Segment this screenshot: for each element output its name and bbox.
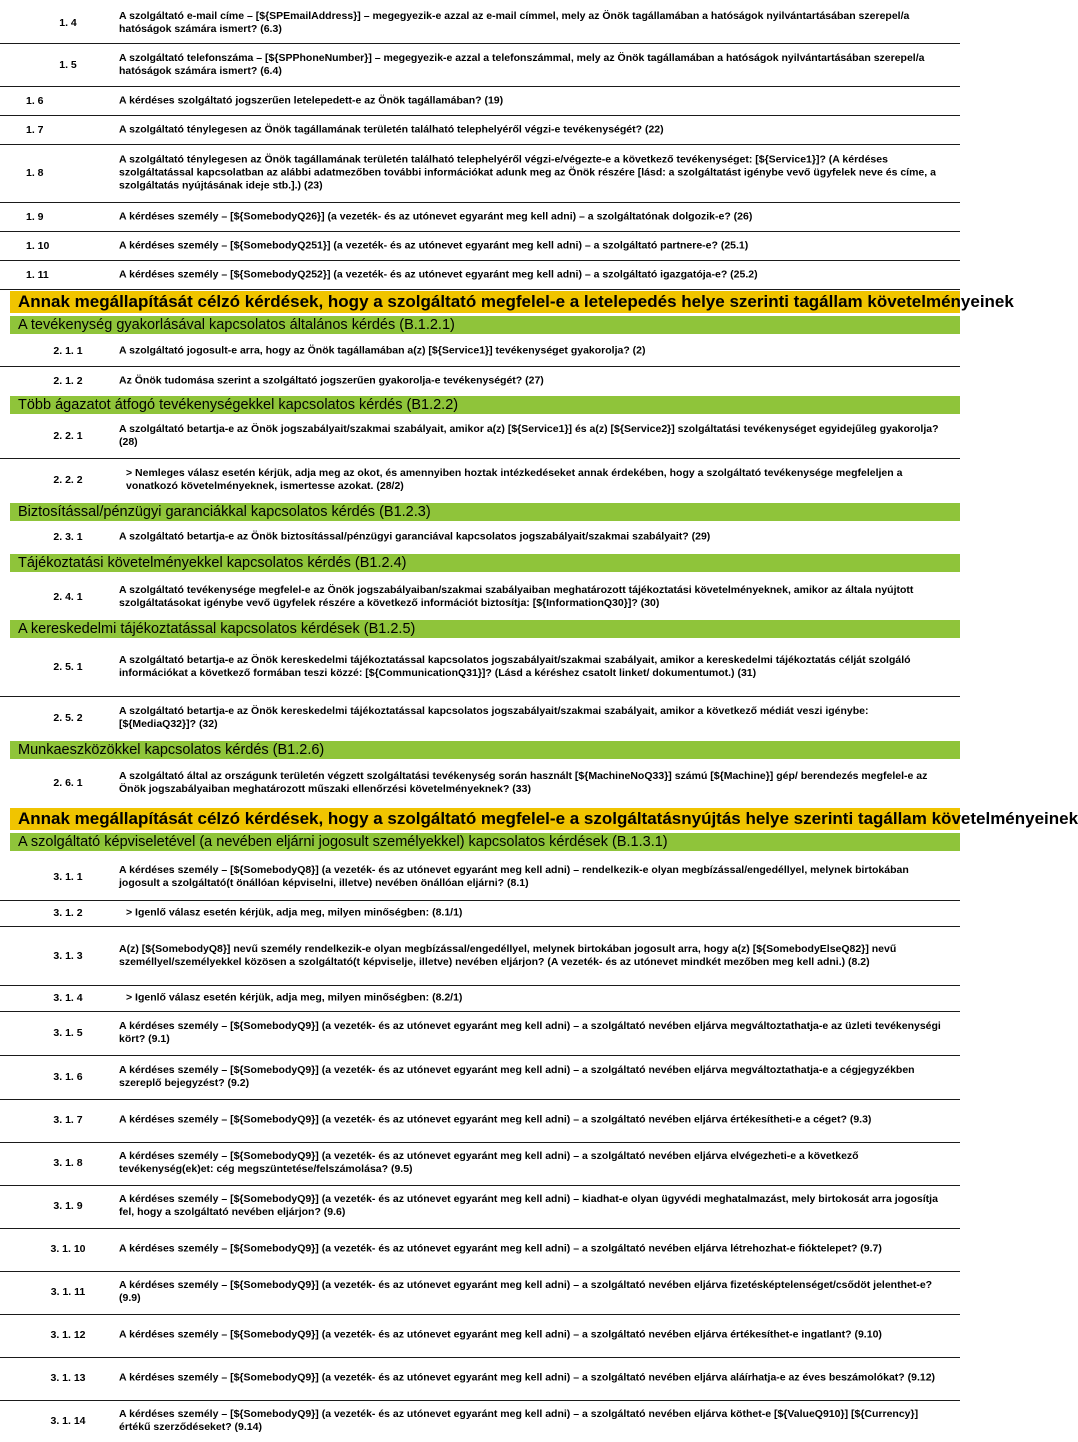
question-text: A kérdéses személy – [${SomebodyQ9}] (a vezeték- és az utónevet egyaránt meg kell adni) – a szolgáltató nevében eljárva köthet-e [${ValueQ910}] [${Currency}] értékű szerződéseket? (9.14) [119, 1408, 919, 1433]
question-row [0, 46, 960, 84]
question-number: 1. 7 [26, 124, 44, 136]
question-number: 2. 2. 2 [53, 474, 83, 486]
question-number: 3. 1. 2 [53, 907, 83, 919]
section-header: Annak megállapítását célzó kérdések, hogy a szolgáltató megfelel-e a szolgáltatásnyújtás helye szerinti tagállam követelményeinek [10, 808, 960, 830]
question-text: > Igenlő válasz esetén kérjük, adja meg, milyen minőségben: (8.1/1) [126, 906, 463, 919]
divider [0, 86, 960, 87]
question-text: A szolgáltató betartja-e az Önök jogszabályait/szakmai szabályait, amikor a(z) [${Service1}] és a(z) [${Service2}] szolgáltatási tevékenységet egyidejűleg gyakorolja? (28) [119, 423, 939, 448]
question-text: A szolgáltató e-mail címe – [${SPEmailAddress}] – megegyezik-e azzal az e-mail címmel, mely az Önök tagállamában a hatóságok nyilvántartásában szerepel/a hatóságok számára ismert? (6.3) [119, 10, 910, 35]
question-row [0, 902, 960, 924]
question-text: A kérdéses személy – [${SomebodyQ9}] (a vezeték- és az utónevet egyaránt meg kell adni) – a szolgáltató nevében eljárva értékesítheti-e a céget? (9.3) [119, 1113, 872, 1126]
section-header: Annak megállapítását célzó kérdések, hogy a szolgáltató megfelel-e a letelepedés helye szerinti tagállam követelményeinek [10, 291, 960, 313]
question-text: A szolgáltató ténylegesen az Önök tagállamának területén található telephelyéről végzi-e/végezte-e a következő tevékenységet: [${Service1}]? (A kérdéses szolgáltatással kapcsolatban az alábbi adatmezőben további információkat adunk meg az Önök részére [lásd: a szolgáltatást igénybe vevő ügyfelek neve és címe, a szolgáltatás nyújtásának ideje stb.].) (23) [119, 153, 936, 192]
divider [0, 231, 960, 232]
question-row [0, 1143, 960, 1183]
divider [0, 144, 960, 145]
divider [0, 1011, 960, 1012]
divider [0, 985, 960, 986]
question-row [0, 1013, 960, 1053]
question-number: 1. 6 [26, 95, 44, 107]
subsection-header: A kereskedelmi tájékoztatással kapcsolatos kérdések (B1.2.5) [10, 620, 960, 638]
question-number: 3. 1. 9 [53, 1200, 83, 1212]
question-number: 3. 1. 5 [53, 1027, 83, 1039]
question-text: A szolgáltató tevékenysége megfelel-e az Önök jogszabályaiban/szakmai szabályaiban meghatározott tájékoztatási követelményeknek, amikor az általa nyújtott szolgáltatásokat igénybe vevő ügyfelek részére a következő információt biztosítja: [${InformationQ30}]? (30) [119, 584, 914, 609]
question-row [0, 856, 960, 898]
question-row [0, 1401, 960, 1441]
question-number: 1. 5 [59, 59, 77, 71]
question-row [0, 1229, 960, 1269]
question-text: A szolgáltató ténylegesen az Önök tagállamának területén található telephelyéről végzi-e tevékenységét? (22) [119, 123, 664, 136]
question-text: A kérdéses személy – [${SomebodyQ9}] (a vezeték- és az utónevet egyaránt meg kell adni) – a szolgáltató nevében eljárva megváltoztathatja-e az üzleti tevékenységi kört? (9.1) [119, 1020, 941, 1045]
divider [0, 458, 960, 459]
question-number: 3. 1. 7 [53, 1114, 83, 1126]
question-number: 3. 1. 1 [53, 871, 83, 883]
divider [0, 366, 960, 367]
question-row [0, 1315, 960, 1355]
question-number: 3. 1. 8 [53, 1157, 83, 1169]
question-text: A kérdéses személy – [${SomebodyQ9}] (a vezeték- és az utónevet egyaránt meg kell adni) – a szolgáltató nevében eljárva értékesíthet-e ingatlant? (9.10) [119, 1328, 882, 1341]
question-row [0, 762, 960, 804]
question-row [0, 417, 960, 455]
question-number: 3. 1. 11 [50, 1286, 86, 1298]
subsection-header: Biztosítással/pénzügyi garanciákkal kapcsolatos kérdés (B1.2.3) [10, 503, 960, 521]
question-number: 3. 1. 14 [50, 1415, 86, 1427]
divider [0, 115, 960, 116]
question-text: A kérdéses személy – [${SomebodyQ9}] (a vezeték- és az utónevet egyaránt meg kell adni) – a szolgáltató nevében eljárva aláírhatja-e az éves beszámolókat? (9.12) [119, 1371, 936, 1384]
question-number: 3. 1. 13 [50, 1372, 86, 1384]
divider [0, 900, 960, 901]
question-row [0, 147, 960, 199]
question-text: > Igenlő válasz esetén kérjük, adja meg, milyen minőségben: (8.2/1) [126, 991, 463, 1004]
question-row [0, 368, 960, 394]
question-number: 2. 4. 1 [53, 591, 83, 603]
question-text: A(z) [${SomebodyQ8}] nevű személy rendelkezik-e olyan megbízással/engedéllyel, melynek birtokában jogosult arra, hogy a(z) [${SomebodyElseQ82}] nevű személlyel/személyekkel közösen a szolgáltató(t képviselje, illetve) nevében eljárjon? (A vezeték- és az utónevet mindkét mezőben meg kell adni.) (8.2) [119, 943, 897, 968]
subsection-header: Tájékoztatási követelményekkel kapcsolatos kérdés (B1.2.4) [10, 554, 960, 572]
question-number: 3. 1. 4 [53, 992, 83, 1004]
question-row [0, 1100, 960, 1140]
question-text: A szolgáltató betartja-e az Önök kereskedelmi tájékoztatással kapcsolatos jogszabályait/szakmai szabályait, amikor a következő médiát veszi igénybe: [${MediaQ32}]? (32) [119, 705, 869, 730]
question-row [0, 1057, 960, 1097]
question-number: 3. 1. 3 [53, 950, 83, 962]
question-number: 2. 1. 1 [53, 345, 83, 357]
question-number: 3. 1. 10 [50, 1243, 86, 1255]
question-row [0, 930, 960, 982]
question-text: A kérdéses személy – [${SomebodyQ9}] (a vezeték- és az utónevet egyaránt meg kell adni) – a szolgáltató nevében eljárva elvégezheti-e a következő tevékenység(ek)et: cég megszüntetése/felszámolása? (9.5) [119, 1150, 859, 1175]
question-text: A kérdéses személy – [${SomebodyQ252}] (a vezeték- és az utónevet egyaránt meg kell adni) – a szolgáltató igazgatója-e? (25.2) [119, 268, 758, 281]
question-number: 2. 3. 1 [53, 531, 83, 543]
divider [0, 260, 960, 261]
question-text: A kérdéses személy – [${SomebodyQ251}] (a vezeték- és az utónevet egyaránt meg kell adni) – a szolgáltató partnere-e? (25.1) [119, 239, 749, 252]
question-text: A kérdéses személy – [${SomebodyQ9}] (a vezeték- és az utónevet egyaránt meg kell adni) – a szolgáltató nevében eljárva megváltoztathatja-e a cégjegyzékben szereplő bejegyzést? (9.2) [119, 1064, 915, 1089]
question-number: 3. 1. 12 [50, 1329, 86, 1341]
question-number: 2. 6. 1 [53, 777, 83, 789]
question-text: A szolgáltató telefonszáma – [${SPPhoneNumber}] – megegyezik-e azzal a telefonszámmal, mely az Önök tagállamában a hatóságok nyilvántartásában szerepel/a hatóságok számára ismert? (6.4) [119, 52, 925, 77]
subsection-header: A szolgáltató képviseletével (a nevében eljárni jogosult személyekkel) kapcsolatos kérdések (B.1.3.1) [10, 833, 960, 851]
question-row [0, 698, 960, 738]
question-row [0, 338, 960, 364]
divider [0, 202, 960, 203]
question-number: 3. 1. 6 [53, 1071, 83, 1083]
divider [0, 1055, 960, 1056]
question-row [0, 89, 960, 113]
subsection-header: Több ágazatot átfogó tevékenységekkel kapcsolatos kérdés (B1.2.2) [10, 396, 960, 414]
question-row [0, 263, 960, 287]
question-text: Az Önök tudomása szerint a szolgáltató jogszerűen gyakorolja-e tevékenységét? (27) [119, 374, 544, 387]
question-number: 2. 5. 2 [53, 712, 83, 724]
question-number: 2. 5. 1 [53, 661, 83, 673]
question-text: A szolgáltató betartja-e az Önök biztosítással/pénzügyi garanciával kapcsolatos jogszabályait/szakmai szabályait? (29) [119, 530, 711, 543]
question-row [0, 987, 960, 1009]
question-text: A kérdéses személy – [${SomebodyQ26}] (a vezeték- és az utónevet egyaránt meg kell adni) – a szolgáltatónak dolgozik-e? (26) [119, 210, 753, 223]
question-number: 1. 4 [59, 17, 77, 29]
question-row [0, 118, 960, 142]
question-row [0, 1272, 960, 1312]
question-text: A kérdéses szolgáltató jogszerűen letelepedett-e az Önök tagállamában? (19) [119, 94, 504, 107]
question-number: 1. 10 [26, 240, 50, 252]
question-row [0, 4, 960, 42]
question-number: 1. 9 [26, 211, 44, 223]
question-text: A kérdéses személy – [${SomebodyQ8}] (a vezeték- és az utónevet egyaránt meg kell adni) – rendelkezik-e olyan megbízással/engedéllyel, melynek birtokában jogosult a szolgáltató(t önállóan képviselni, illetve) nevében önállóan eljárni? (8.1) [119, 864, 909, 889]
question-text: > Nemleges válasz esetén kérjük, adja meg az okot, és amennyiben hoztak intézkedéseket annak érdekében, hogy a szolgáltató tevékenysége megfeleljen a vonatkozó követelményeknek, ismertesse azokat. (28/2) [126, 467, 903, 492]
question-text: A szolgáltató jogosult-e arra, hogy az Önök tagállamában a(z) [${Service1}] tevékenységet gyakorolja? (2) [119, 344, 646, 357]
question-row [0, 234, 960, 258]
question-row [0, 524, 960, 550]
question-row [0, 575, 960, 619]
question-number: 2. 2. 1 [53, 430, 83, 442]
divider [0, 289, 960, 290]
question-text: A kérdéses személy – [${SomebodyQ9}] (a vezeték- és az utónevet egyaránt meg kell adni) – a szolgáltató nevében eljárva fizetésképtelenséget/csődöt jelenthet-e? (9.9) [119, 1279, 933, 1304]
question-row [0, 460, 960, 500]
question-number: 2. 1. 2 [53, 375, 83, 387]
question-number: 1. 8 [26, 167, 44, 179]
question-number: 1. 11 [26, 269, 49, 281]
subsection-header: A tevékenység gyakorlásával kapcsolatos általános kérdés (B.1.2.1) [10, 316, 960, 334]
divider [0, 696, 960, 697]
question-text: A szolgáltató által az országunk területén végzett szolgáltatási tevékenység során használt [${MachineNoQ33}] számú [${Machine}] gép/ berendezés megfelel-e az Önök jogszabályaiban meghatározott műszaki ellenőrzési követelményeknek? (33) [119, 770, 928, 795]
question-text: A szolgáltató betartja-e az Önök kereskedelmi tájékoztatással kapcsolatos jogszabályait/szakmai szabályait, amikor a kereskedelmi tájékoztatás célját szolgáló információkat a következő formában teszi közzé: [${CommunicationQ31}]? (Lásd a kéréshez csatolt linket/ dokumentumot.) (31) [119, 654, 911, 679]
divider [0, 926, 960, 927]
divider [0, 43, 960, 44]
question-text: A kérdéses személy – [${SomebodyQ9}] (a vezeték- és az utónevet egyaránt meg kell adni) – kiadhat-e olyan ügyvédi meghatalmazást, mely birtokosát arra jogosítja fel, hogy a szolgáltató nevében eljárjon? (9.6) [119, 1193, 938, 1218]
question-row [0, 1186, 960, 1226]
question-row [0, 640, 960, 694]
question-row [0, 205, 960, 229]
subsection-header: Munkaeszközökkel kapcsolatos kérdés (B1.2.6) [10, 741, 960, 759]
question-row [0, 1358, 960, 1398]
question-text: A kérdéses személy – [${SomebodyQ9}] (a vezeték- és az utónevet egyaránt meg kell adni) – a szolgáltató nevében eljárva létrehozhat-e fióktelepet? (9.7) [119, 1242, 882, 1255]
